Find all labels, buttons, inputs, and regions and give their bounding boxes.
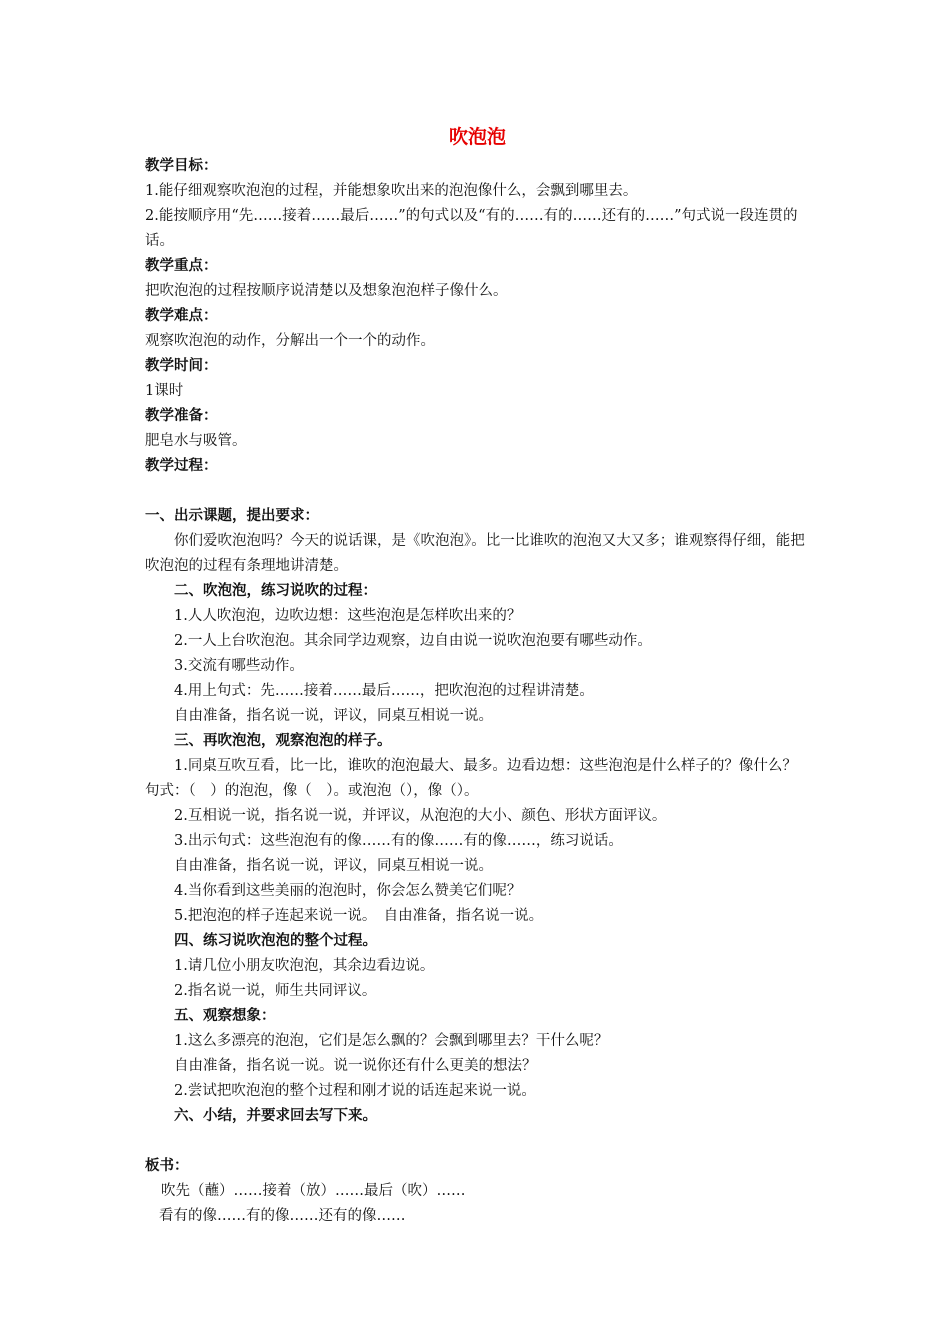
step-2-item-4: 4.用上句式：先……接着……最后……，把吹泡泡的过程讲清楚。 [174, 683, 594, 699]
step-1-text: 你们爱吹泡泡吗？今天的说话课，是《吹泡泡》。比一比谁吹的泡泡又大又多；谁观察得仔细，能把吹泡泡的过程有条理地讲清楚。 [145, 533, 805, 574]
difficulty-text: 观察吹泡泡的动作，分解出一个一个的动作。 [145, 333, 435, 349]
step-1-heading: 一、出示课题，提出要求： [145, 508, 319, 524]
step-3-item-6: 5.把泡泡的样子连起来说一说。 自由准备，指名说一说。 [174, 908, 544, 924]
spacer [145, 1129, 810, 1154]
goals-heading: 教学目标： [145, 158, 218, 174]
time-text: 1课时 [145, 383, 184, 399]
step-3-heading: 三、再吹泡泡，观察泡泡的样子。 [174, 733, 392, 749]
goal-item-2: 2.能按顺序用“先……接着……最后……”的句式以及“有的……有的……还有的……”句式说一段连贯的话。 [145, 208, 798, 249]
step-2-item-2: 2.一人上台吹泡泡。其余同学边观察，边自由说一说吹泡泡要有哪些动作。 [174, 633, 652, 649]
step-3-item-2: 2.互相说一说，指名说一说，并评议，从泡泡的大小、颜色、形状方面评议。 [174, 808, 667, 824]
step-3-item-1: 1.同桌互吹互看，比一比，谁吹的泡泡最大、最多。边看边想：这些泡泡是什么样子的？像什么？句式：（ ）的泡泡，像（ ）。或泡泡（），像（）。 [145, 758, 797, 799]
key-points-text: 把吹泡泡的过程按顺序说清楚以及想象泡泡样子像什么。 [145, 283, 508, 299]
step-3-item-4: 自由准备，指名说一说，评议，同桌互相说一说。 [174, 858, 493, 874]
step-5-item-2: 自由准备，指名说一说。说一说你还有什么更美的想法？ [174, 1058, 537, 1074]
step-5-item-1: 1.这么多漂亮的泡泡，它们是怎么飘的？会飘到哪里去？干什么呢？ [174, 1033, 609, 1049]
step-2-item-1: 1.人人吹泡泡，边吹边想：这些泡泡是怎样吹出来的？ [174, 608, 522, 624]
step-5-item-3: 2.尝试把吹泡泡的整个过程和刚才说的话连起来说一说。 [174, 1083, 536, 1099]
step-2-heading: 二、吹泡泡，练习说吹的过程： [174, 583, 377, 599]
key-points-heading: 教学重点： [145, 258, 218, 274]
step-3-item-5: 4.当你看到这些美丽的泡泡时，你会怎么赞美它们呢？ [174, 883, 522, 899]
difficulty-heading: 教学难点： [145, 308, 218, 324]
step-4-item-2: 2.指名说一说，师生共同评议。 [174, 983, 377, 999]
step-3-item-3: 3.出示句式：这些泡泡有的像……有的像……有的像……，练习说话。 [174, 833, 623, 849]
step-4-item-1: 1.请几位小朋友吹泡泡，其余边看边说。 [174, 958, 435, 974]
spacer [145, 479, 810, 504]
step-6-heading: 六、小结，并要求回去写下来。 [174, 1108, 377, 1124]
step-5-heading: 五、观察想象： [174, 1008, 276, 1024]
lesson-plan-page [145, 122, 810, 1229]
board-heading: 板书： [145, 1158, 189, 1174]
board-line-1: 吹先（蘸）……接着（放）……最后（吹）…… [161, 1183, 466, 1199]
step-4-heading: 四、练习说吹泡泡的整个过程。 [174, 933, 377, 949]
preparation-heading: 教学准备： [145, 408, 218, 424]
step-2-item-3: 3.交流有哪些动作。 [174, 658, 304, 674]
process-heading: 教学过程： [145, 458, 218, 474]
document-title: 吹泡泡 [448, 126, 506, 148]
step-2-item-5: 自由准备，指名说一说，评议，同桌互相说一说。 [174, 708, 493, 724]
preparation-text: 肥皂水与吸管。 [145, 433, 247, 449]
time-heading: 教学时间： [145, 358, 218, 374]
board-line-2: 看有的像……有的像……还有的像…… [159, 1208, 406, 1224]
goal-item-1: 1.能仔细观察吹泡泡的过程，并能想象吹出来的泡泡像什么，会飘到哪里去。 [145, 183, 638, 199]
